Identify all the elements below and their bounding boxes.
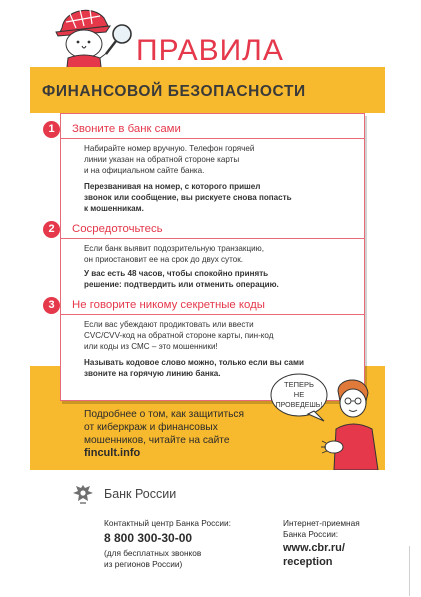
phone-note: (для бесплатных звонков из регионов России) — [104, 548, 202, 569]
bank-of-russia-eagle-icon — [70, 481, 96, 507]
edge-divider — [409, 546, 410, 596]
rule-title: Сосредоточьтесь — [72, 223, 163, 235]
reception-label: Интернет-приемная Банка России: — [283, 518, 360, 539]
page-subtitle: ФИНАНСОВОЙ БЕЗОПАСНОСТИ — [42, 83, 306, 100]
rule-divider — [60, 138, 365, 139]
contact-label: Контактный центр Банка России: — [104, 518, 231, 528]
rule-text: Если вас убеждают продиктовать или ввести CVC/CVV-код на обратной стороне карты, пин-код или коды из СМС – это мошенники! — [84, 320, 274, 352]
rule-number-badge: 3 — [43, 297, 60, 314]
rule-title: Не говорите никому секретные коды — [72, 299, 265, 311]
detective-illustration — [48, 2, 144, 76]
speech-line: НЕ — [293, 390, 305, 399]
rule-number-badge: 2 — [43, 221, 60, 238]
reception-url[interactable]: www.cbr.ru/ reception — [283, 542, 345, 568]
hotline-phone[interactable]: 8 800 300-30-00 — [104, 531, 193, 545]
rule-warning: Называть кодовое слово можно, только если вы сами звоните на горячую линию банка. — [84, 358, 305, 379]
person-illustration — [268, 371, 383, 470]
rule-divider — [60, 238, 365, 239]
rule-number-badge: 1 — [43, 121, 60, 138]
promo-text: Подробнее о том, как защититься от киберкраж и финансовых мошенников, читайте на сайте — [84, 409, 245, 446]
speech-line: ТЕПЕРЬ — [284, 380, 314, 389]
page-title: ПРАВИЛА — [136, 34, 284, 67]
fincult-link[interactable]: fincult.info — [84, 447, 141, 459]
rule-warning: У вас есть 48 часов, чтобы спокойно принять решение: подтвердить или отменить операцию. — [84, 269, 279, 290]
speech-line: ПРОВЕДЕШЬ! — [275, 402, 323, 409]
rule-warning: Перезванивая на номер, с которого пришел звонок или сообщение, вы рискуете снова попасть к мошенникам. — [84, 182, 292, 214]
rule-title: Звоните в банк сами — [72, 123, 181, 135]
bank-name: Банк России — [104, 487, 177, 501]
rule-divider — [60, 314, 365, 315]
rule-text: Если банк выявит подозрительную транзакцию, он приостановит ее на срок до двух суток. — [84, 244, 264, 265]
rule-text: Набирайте номер вручную. Телефон горячей линии указан на обратной стороне карты и на официальном сайте банка. — [84, 144, 255, 176]
